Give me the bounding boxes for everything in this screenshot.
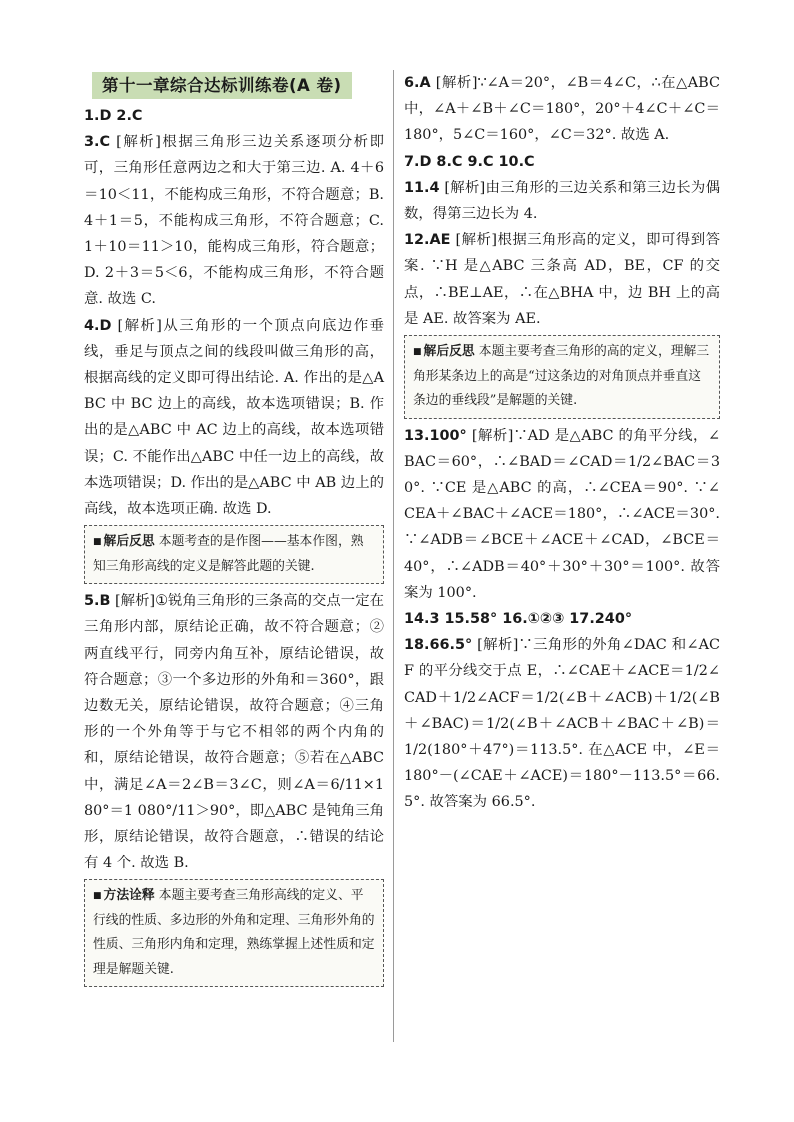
answer-text: [解析]∵三角形的外角∠DAC 和∠ACF 的平分线交于点 E，∴∠CAE＋∠ACE＝1/2∠CAD＋1/2∠ACF＝1/2(∠B＋∠ACB)＋1/2(∠B＋∠BAC)＝1/2(∠B＋∠ACB＋∠BAC＋∠B)＝1/2(180°＋47°)＝113.5°. 在△ACE 中，∠E＝180°－(∠CAE＋∠ACE)＝180°－113.5°＝66.5°. 故答案为 66.5°. <box>404 637 721 811</box>
answer-11 <box>404 175 720 227</box>
answer-text: [解析]∵∠A＝20°，∠B＝4∠C，∴在△ABC 中，∠A＋∠B＋∠C＝180°，20°＋4∠C＋∠C＝180°，5∠C＝160°，∠C＝32°. 故选 A. <box>404 75 720 144</box>
answer-text: [解析]根据三角形高的定义，即可得到答案. ∵H 是△ABC 三条高 AD，BE，CF 的交点，∴BE⊥AE，∴在△BHA 中，边 BH 上的高是 AE. 故答案为 AE. <box>404 232 721 327</box>
left-column <box>84 70 384 991</box>
answer-number: 5.B <box>84 593 111 610</box>
column-divider <box>393 70 394 1042</box>
answer-13 <box>404 423 720 606</box>
reflection-box <box>84 525 384 584</box>
answer-text: [解析]从三角形的一个顶点向底边作垂线，垂足与顶点之间的线段叫做三角形的高，根据高线的定义即可得出结论. A. 作出的是△ABC 中 BC 边上的高线，故本选项错误；B. 作出的是△ABC 中 AC 边上的高线，故本选项错误；C. 不能作出△ABC 中任一边上的高线，故本选项错误；D. 作出的是△ABC 中 AB 边上的高线，故本选项正确. 故选 D. <box>84 317 384 518</box>
answer-1-2 <box>84 103 384 129</box>
answer-text: [解析]①锐角三角形的三条高的交点一定在三角形内部，原结论正确，故不符合题意；②两直线平行，同旁内角互补，原结论错误，故符合题意；③一个多边形的外角和＝360°，跟边数无关，原结论错误，故符合题意；④三角形的一个外角等于与它不相邻的两个内角的和，原结论错误，故符合题意；⑤若在△ABC 中，满足∠A＝2∠B＝3∠C，则∠A＝6/11×180°＝1 080°/11＞90°，即△ABC 是钝角三角形，原结论错误，故符合题意，∴错误的结论有 4 个. 故选 B. <box>84 593 384 872</box>
answer-text: [解析]根据三角形三边关系逐项分析即可，三角形任意两边之和大于第三边. A. 4＋6＝10＜11，不能构成三角形，不符合题意；B. 4＋1＝5，不能构成三角形，不符合题意；C. 1＋10＝11＞10，能构成三角形，符合题意；D. 2＋3＝5＜6，不能构成三角形，不符合题意. 故选 C. <box>84 134 384 308</box>
answer-number: 3.C <box>84 134 111 151</box>
answer-number: 7.D 8.C 9.C 10.C <box>404 153 535 170</box>
reflection-text: 本题考查的是作图——基本作图，熟知三角形高线的定义是解答此题的关键. <box>93 534 364 574</box>
answer-12 <box>404 227 720 332</box>
reflection-box <box>404 335 720 419</box>
answer-number: 1.D 2.C <box>84 108 143 124</box>
method-box <box>84 879 384 987</box>
reflection-text: 本题主要考查三角形的高的定义，理解三角形某条边上的高是“过这条边的对角顶点并垂直这条边的垂线段”是解题的关键. <box>413 344 710 409</box>
method-text: 本题主要考查三角形高线的定义、平行线的性质、多边形的外角和定理、三角形外角的性质、三角形内角和定理，熟练掌握上述性质和定理是解题关键. <box>93 888 375 977</box>
answer-5 <box>84 588 384 876</box>
answer-6 <box>404 70 720 149</box>
answer-3 <box>84 129 384 312</box>
answer-number: 13.100° <box>404 427 467 444</box>
answer-18 <box>404 632 720 815</box>
answer-4 <box>84 313 384 523</box>
answer-number: 18.66.5° <box>404 637 473 654</box>
answer-number: 14.3 15.58° 16.①②③ 17.240° <box>404 610 633 627</box>
answer-14-17 <box>404 606 720 632</box>
answer-7-10 <box>404 149 720 175</box>
reflection-heading: ■ 解后反思 <box>93 534 155 549</box>
answer-text: [解析]∵AD 是△ABC 的角平分线，∠BAC＝60°，∴∠BAD＝∠CAD＝1/2∠BAC＝30°. ∵CE 是△ABC 的高，∴∠CEA＝90°. ∵∠CEA＋∠BAC＋∠ACE＝180°，∴∠ACE＝30°. ∵∠ADB＝∠BCE＋∠ACE＋∠CAD，∠BCE＝40°，∴∠ADB＝40°＋30°＋30°＝100°. 故答案为 100°. <box>404 427 721 601</box>
answer-number: 4.D <box>84 317 112 334</box>
method-heading: ■ 方法诠释 <box>93 888 155 903</box>
answer-number: 6.A <box>404 75 431 91</box>
reflection-heading: ■ 解后反思 <box>413 344 475 359</box>
answer-number: 12.AE <box>404 232 451 249</box>
chapter-title: 第十一章综合达标训练卷(A 卷) <box>92 72 352 99</box>
right-column <box>404 70 720 816</box>
answer-text: [解析]由三角形的三边关系和第三边长为偶数，得第三边长为 4. <box>404 179 720 223</box>
answer-number: 11.4 <box>404 179 440 196</box>
